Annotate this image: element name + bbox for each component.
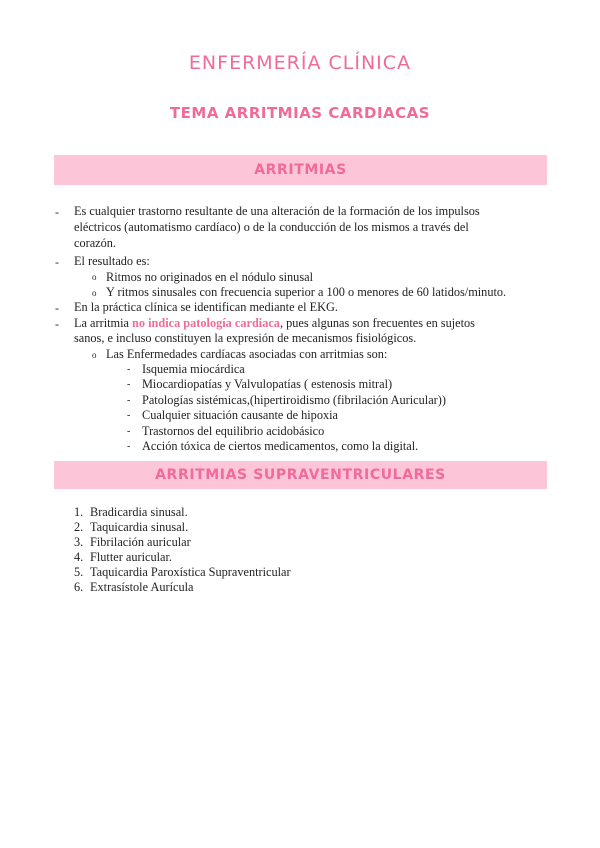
- circle-bullet: o: [92, 350, 97, 360]
- circle-bullet: o: [92, 288, 97, 298]
- list-item: Flutter auricular.: [90, 550, 172, 564]
- list-number: 3.: [74, 535, 84, 549]
- list-item: Extrasístole Aurícula: [90, 580, 194, 594]
- list-number: 5.: [74, 565, 84, 579]
- circle-bullet: o: [92, 272, 97, 282]
- dash-bullet: -: [127, 441, 131, 452]
- sub-sub-list-item: Cualquier situación causante de hipoxia: [142, 408, 339, 422]
- list-item: Taquicardia Paroxística Supraventricular: [90, 565, 291, 579]
- sub-list-item: Las Enfermedades cardíacas asociadas con arritmias son:: [106, 347, 388, 361]
- section-heading-arritmias: ARRITMIAS: [54, 155, 547, 185]
- list-number: 1.: [74, 505, 84, 519]
- dash-bullet: -: [55, 255, 59, 269]
- paragraph-line: eléctricos (automatismo cardíaco) o de la conducción de los mismos a través del: [74, 220, 469, 234]
- sub-sub-list-item: Patologías sistémicas,(hipertiroidismo (fibrilación Auricular)): [142, 393, 446, 407]
- sub-sub-list-item: Trastornos del equilibrio acidobásico: [142, 424, 325, 438]
- dash-bullet: -: [55, 205, 59, 219]
- sub-list-item: Ritmos no originados en el nódulo sinusal: [106, 270, 313, 284]
- dash-bullet: -: [55, 301, 59, 315]
- paragraph-line: En la práctica clínica se identifican mediante el EKG.: [74, 300, 338, 314]
- dash-bullet: -: [127, 364, 131, 375]
- dash-bullet: -: [55, 317, 59, 331]
- section-heading-supraventriculares: ARRITMIAS SUPRAVENTRICULARES: [54, 461, 547, 489]
- sub-sub-list-item: Miocardiopatías y Valvulopatías ( estenosis mitral): [142, 377, 393, 391]
- list-item: Taquicardia sinusal.: [90, 520, 189, 534]
- sub-list-item: Y ritmos sinusales con frecuencia superior a 100 o menores de 60 latidos/minuto.: [106, 285, 507, 299]
- paragraph-line: sanos, e incluso constituyen la expresión de mecanismos fisiológicos.: [74, 331, 417, 345]
- dash-bullet: -: [127, 379, 131, 390]
- page-title: ENFERMERÍA CLÍNICA: [188, 52, 412, 74]
- text-run: La arritmia: [74, 316, 133, 330]
- list-item: Bradicardia sinusal.: [90, 505, 188, 519]
- sub-sub-list-item: Isquemia miocárdica: [142, 362, 245, 376]
- dash-bullet: -: [127, 426, 131, 437]
- list-number: 2.: [74, 520, 84, 534]
- list-item: Fibrilación auricular: [90, 535, 191, 549]
- dash-bullet: -: [127, 410, 131, 421]
- page-subtitle: TEMA ARRITMIAS CARDIACAS: [169, 104, 431, 122]
- text-run: , pues algunas son frecuentes en sujetos: [279, 316, 475, 330]
- sub-sub-list-item: Acción tóxica de ciertos medicamentos, como la digital.: [142, 439, 419, 453]
- paragraph-line: [74, 316, 475, 332]
- dash-bullet: -: [127, 395, 131, 406]
- paragraph-line: El resultado es:: [74, 254, 150, 268]
- list-number: 6.: [74, 580, 84, 594]
- paragraph-line: Es cualquier trastorno resultante de una alteración de la formación de los impulsos: [74, 204, 480, 218]
- paragraph-line: corazón.: [74, 236, 116, 250]
- list-number: 4.: [74, 550, 84, 564]
- highlighted-text: no indica patología cardiaca: [132, 316, 280, 330]
